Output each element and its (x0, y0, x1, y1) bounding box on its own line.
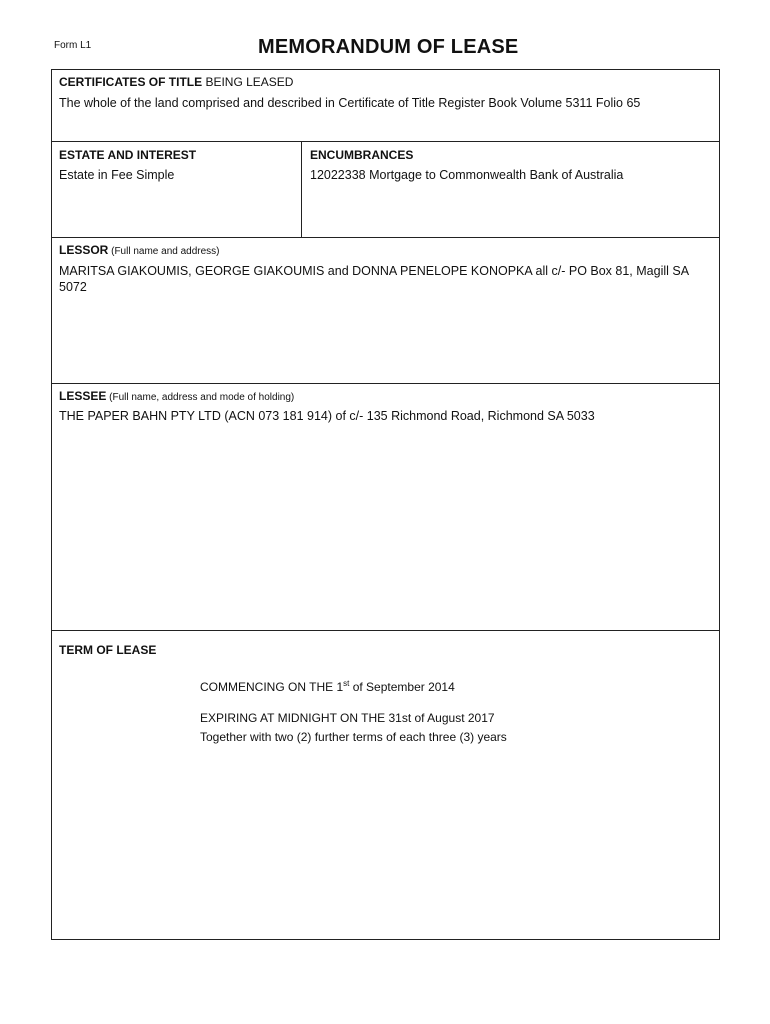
lessee-heading-label: LESSEE (59, 389, 107, 403)
lessee-text: THE PAPER BAHN PTY LTD (ACN 073 181 914) of c/- 135 Richmond Road, Richmond SA 5033 (59, 409, 595, 423)
encumbrances-cell (302, 142, 719, 237)
document-title: MEMORANDUM OF LEASE (258, 36, 519, 58)
term-commencing-post: of September 2014 (349, 680, 455, 694)
estate-encumbrances-section (52, 142, 719, 238)
lessor-text: MARITSA GIAKOUMIS, GEORGE GIAKOUMIS and DONNA PENELOPE KONOPKA all c/- PO Box 81, Magill SA 5072 (59, 264, 689, 294)
lessee-section (52, 384, 719, 631)
certificates-heading (59, 75, 293, 89)
certificates-heading-rest: BEING LEASED (202, 75, 294, 89)
form-code: Form L1 (54, 40, 92, 51)
estate-cell (52, 142, 302, 237)
lessee-heading-sub: (Full name, address and mode of holding) (106, 392, 295, 403)
lessee-heading (59, 389, 294, 403)
certificates-heading-bold: CERTIFICATES OF TITLE (59, 75, 203, 89)
certificates-text: The whole of the land comprised and described in Certificate of Title Register Book Volume 5311 Folio 65 (59, 96, 641, 110)
term-expiring: EXPIRING AT MIDNIGHT ON THE 31st of August 2017 (200, 711, 495, 725)
term-heading: TERM OF LEASE (59, 643, 157, 657)
term-further: Together with two (2) further terms of each three (3) years (200, 730, 507, 744)
lessor-section (52, 238, 719, 384)
lessor-heading-label: LESSOR (59, 243, 109, 257)
estate-text: Estate in Fee Simple (59, 168, 175, 182)
encumbrances-text: 12022338 Mortgage to Commonwealth Bank of Australia (310, 168, 624, 182)
certificates-section (52, 70, 719, 142)
encumbrances-heading: ENCUMBRANCES (310, 148, 414, 162)
lessor-heading (59, 243, 220, 257)
estate-heading: ESTATE AND INTEREST (59, 148, 197, 162)
term-commencing-pre: COMMENCING ON THE 1 (200, 680, 344, 694)
lessor-heading-sub: (Full name and address) (108, 246, 220, 257)
lease-form (51, 69, 720, 940)
term-commencing-sup: st (343, 679, 350, 688)
term-section (52, 631, 719, 939)
term-commencing (200, 679, 455, 694)
